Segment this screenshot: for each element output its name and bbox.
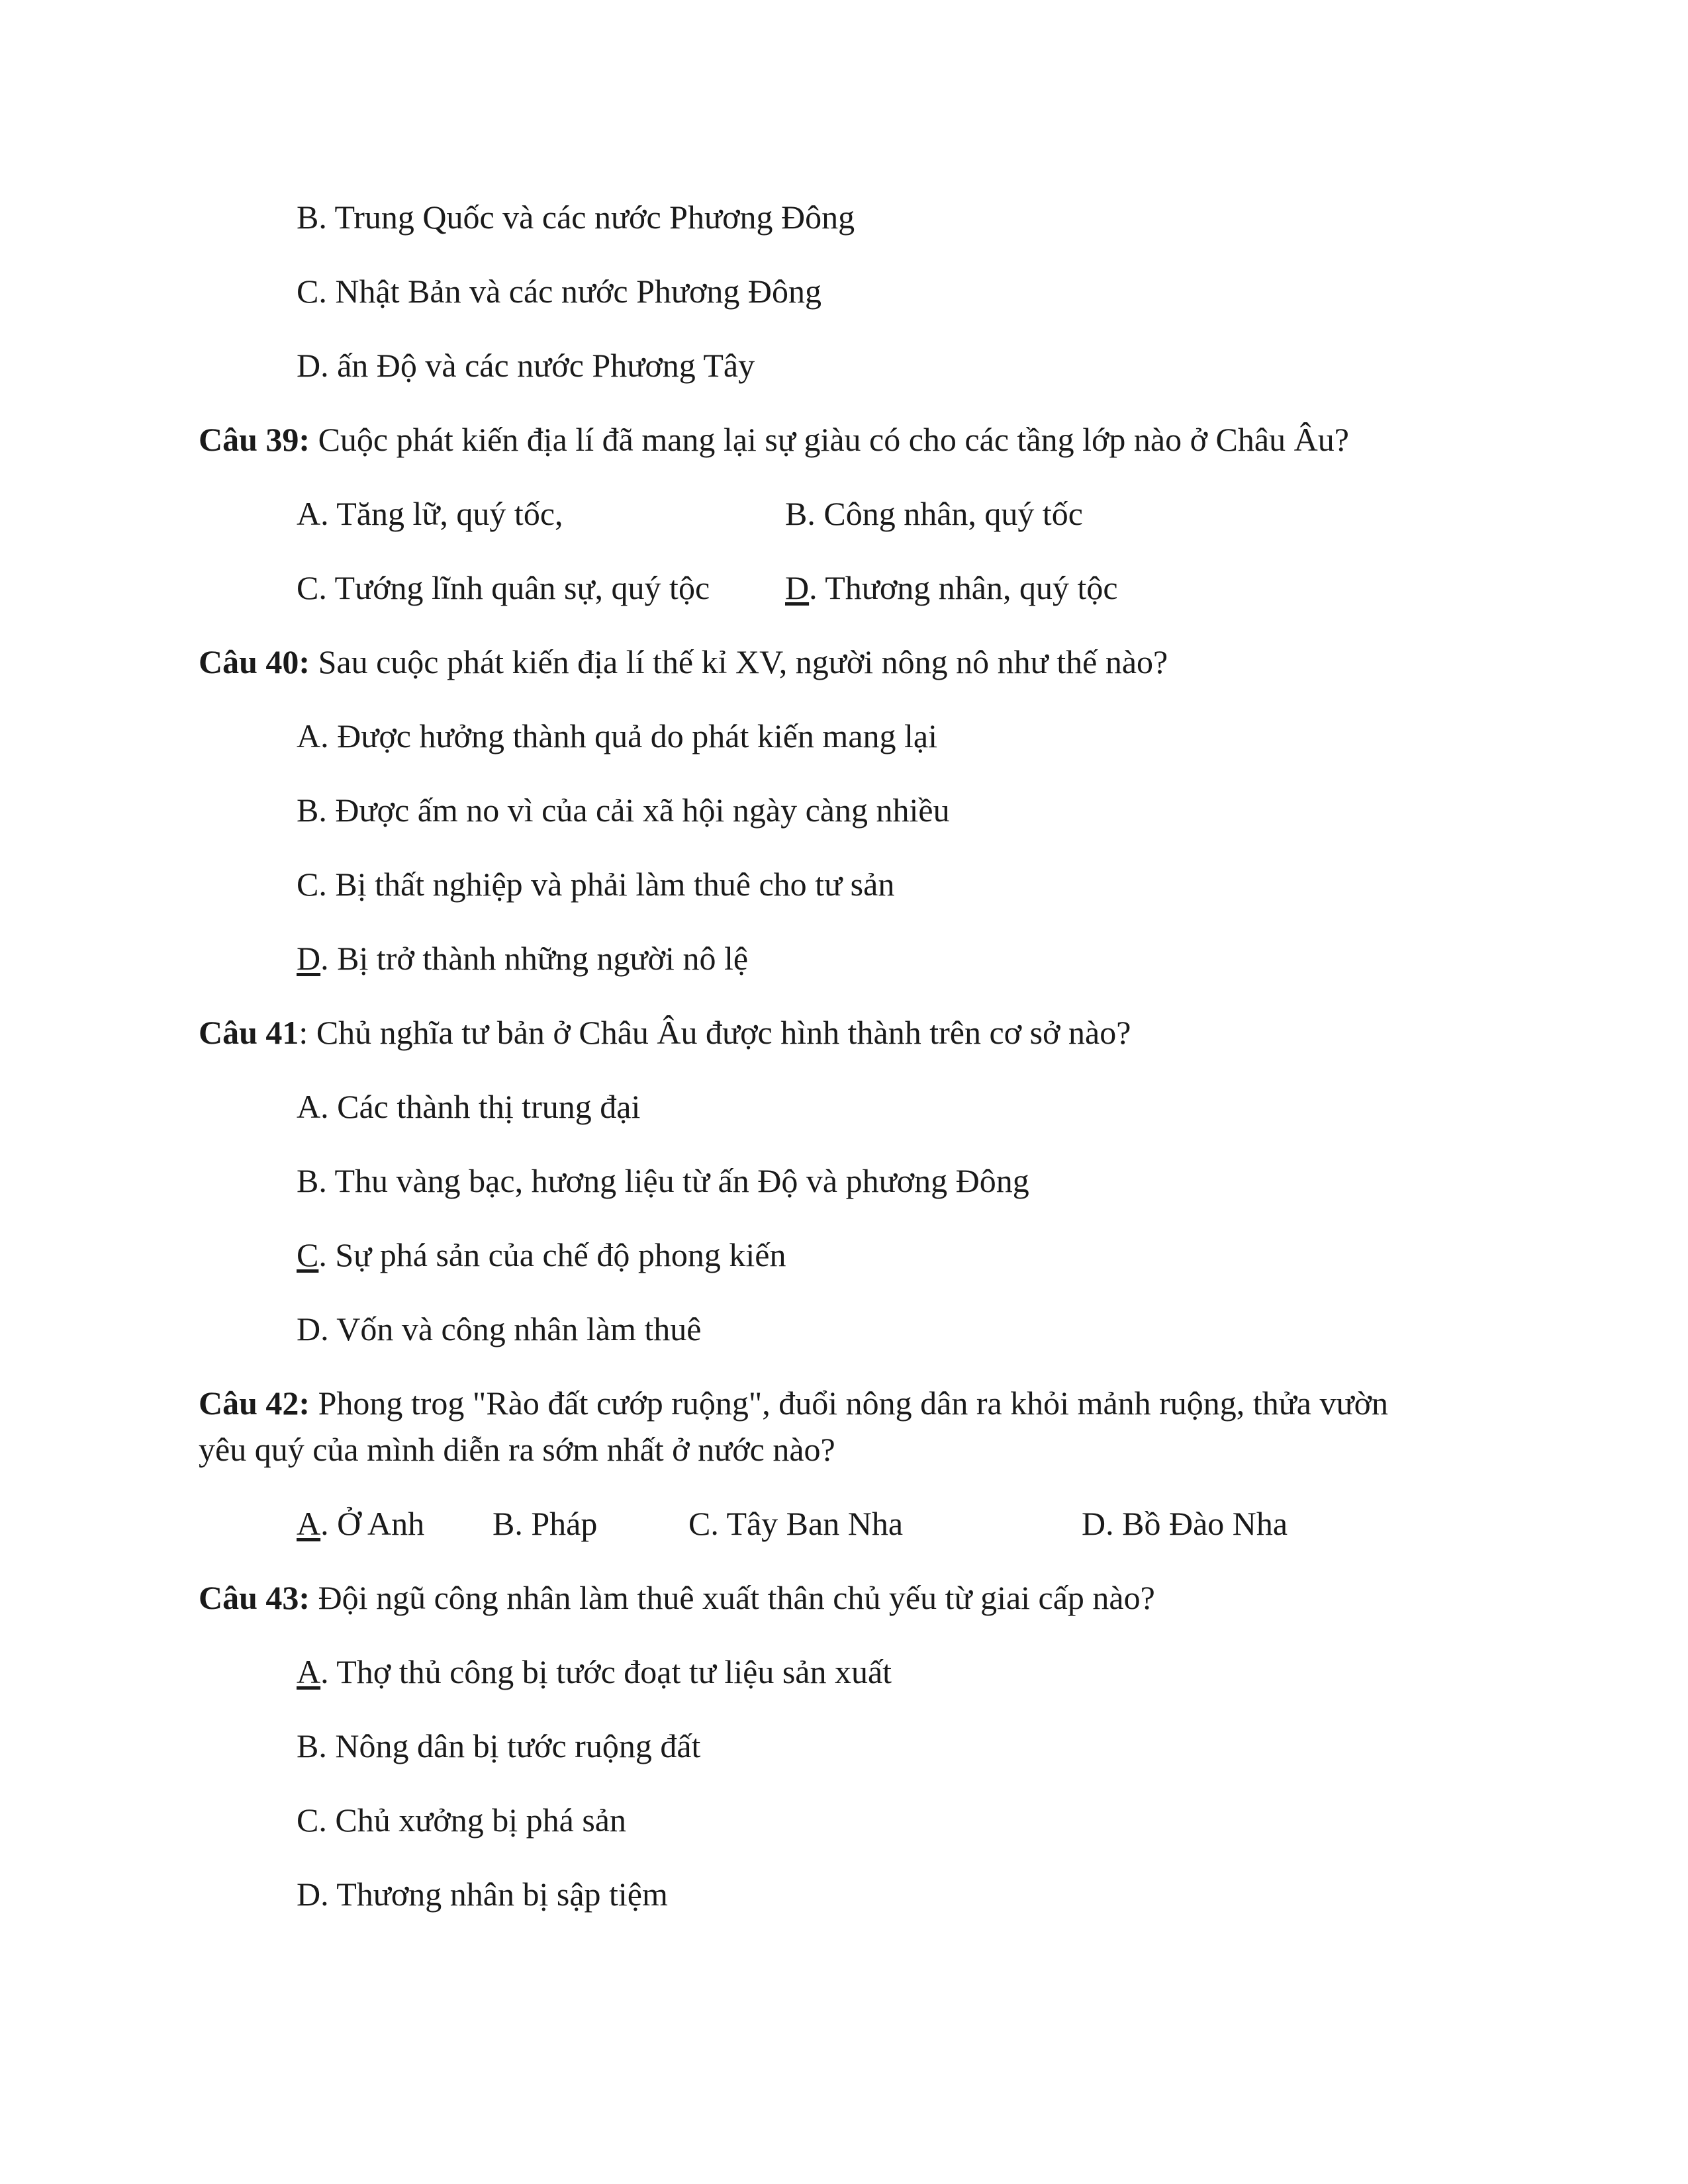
q42-option-a <box>297 1504 424 1543</box>
question-41 <box>199 1013 1131 1052</box>
q43-option-b: B. Nông dân bị tước ruộng đất <box>297 1727 701 1764</box>
question-42-text-line1: Phong trog "Rào đất cướp ruộng", đuổi nông dân ra khỏi mảnh ruộng, thửa vườn <box>310 1385 1389 1422</box>
q40-option-c: C. Bị thất nghiệp và phải làm thuê cho tư sản <box>297 866 895 903</box>
question-42-text-line2: yêu quý của mình diễn ra sớm nhất ở nước nào? <box>199 1431 835 1468</box>
q40-option-b: B. Được ấm no vì của cải xã hội ngày càng nhiều <box>297 792 950 829</box>
q39-option-d-text: . Thương nhân, quý tộc <box>809 569 1118 606</box>
q43-option-c: C. Chủ xưởng bị phá sản <box>297 1801 626 1839</box>
q41-option-c-text: . Sự phá sản của chế độ phong kiến <box>318 1236 786 1273</box>
question-41-label: Câu 41 <box>199 1014 299 1051</box>
question-42-label: Câu 42: <box>199 1385 310 1422</box>
q43-option-a <box>297 1652 892 1692</box>
question-42 <box>199 1383 1388 1423</box>
q38-option-d: D. ấn Độ và các nước Phương Tây <box>297 347 755 384</box>
question-40-label: Câu 40: <box>199 643 310 680</box>
q39-option-d <box>785 568 1118 608</box>
question-40 <box>199 642 1168 682</box>
q41-option-c-letter: C <box>297 1236 319 1273</box>
q42-option-b: B. Pháp <box>492 1505 598 1542</box>
q41-option-d: D. Vốn và công nhân làm thuê <box>297 1310 702 1347</box>
question-43 <box>199 1578 1155 1617</box>
q38-option-b: B. Trung Quốc và các nước Phương Đông <box>297 199 855 236</box>
q42-option-d: D. Bồ Đào Nha <box>1082 1505 1288 1542</box>
q40-option-d-text: . Bị trở thành những người nô lệ <box>320 940 749 977</box>
question-43-label: Câu 43: <box>199 1579 310 1616</box>
q39-option-c: C. Tướng lĩnh quân sự, quý tộc <box>297 569 710 606</box>
question-41-text: : Chủ nghĩa tư bản ở Châu Âu được hình thành trên cơ sở nào? <box>299 1014 1131 1051</box>
q42-option-a-letter: A <box>297 1505 321 1542</box>
q43-option-a-letter: A <box>297 1653 321 1690</box>
q42-option-c: C. Tây Ban Nha <box>688 1505 904 1542</box>
q39-option-a: A. Tăng lữ, quý tốc, <box>297 495 563 532</box>
q41-option-b: B. Thu vàng bạc, hương liệu từ ấn Độ và phương Đông <box>297 1162 1029 1199</box>
q40-option-a: A. Được hưởng thành quả do phát kiến mang lại <box>297 717 937 754</box>
q39-option-d-letter: D <box>785 569 810 606</box>
q41-option-c <box>297 1235 786 1275</box>
question-39 <box>199 420 1349 459</box>
q42-option-a-text: . Ở Anh <box>320 1505 425 1542</box>
q41-option-a: A. Các thành thị trung đại <box>297 1088 641 1125</box>
question-43-text: Đội ngũ công nhân làm thuê xuất thân chủ yếu từ giai cấp nào? <box>310 1579 1155 1616</box>
q40-option-d-letter: D <box>297 940 321 977</box>
question-40-text: Sau cuộc phát kiến địa lí thế kỉ XV, người nông nô như thế nào? <box>310 643 1168 680</box>
question-39-label: Câu 39: <box>199 421 310 458</box>
q43-option-a-text: . Thợ thủ công bị tước đoạt tư liệu sản xuất <box>320 1653 892 1690</box>
q40-option-d <box>297 938 748 978</box>
q38-option-c: C. Nhật Bản và các nước Phương Đông <box>297 273 822 310</box>
q39-option-b: B. Công nhân, quý tốc <box>785 495 1083 532</box>
q43-option-d: D. Thương nhân bị sập tiệm <box>297 1876 668 1913</box>
question-39-text: Cuộc phát kiến địa lí đã mang lại sự giàu có cho các tầng lớp nào ở Châu Âu? <box>310 421 1349 458</box>
